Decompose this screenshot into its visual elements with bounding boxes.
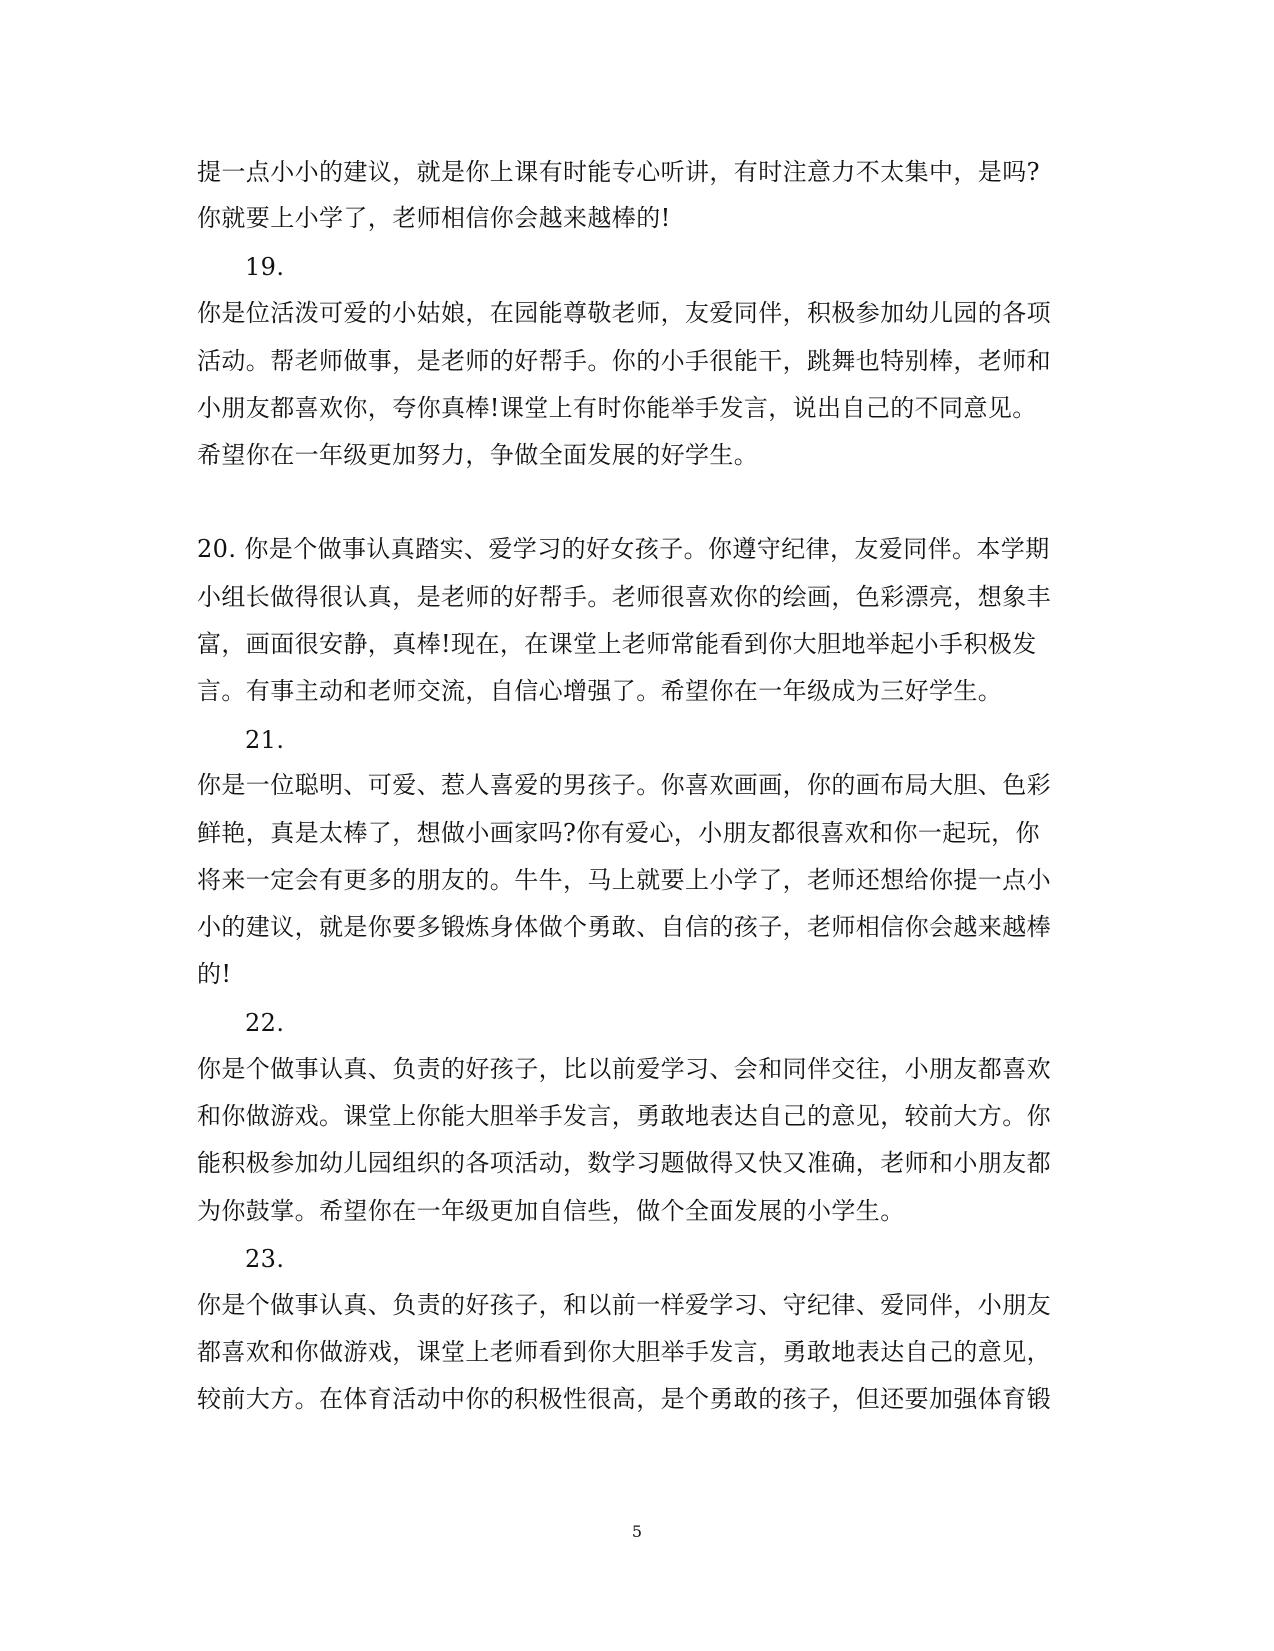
text-line: 小组长做得很认真，是老师的好帮手。老师很喜欢你的绘画，色彩漂亮，想象丰 [197,583,1051,611]
item-number: 23. [245,1245,285,1273]
text-line: 小的建议，就是你要多锻炼身体做个勇敢、自信的孩子，老师相信你会越来越棒 [197,913,1051,941]
text-line: 你就要上小学了，老师相信你会越来越棒的! [197,204,671,232]
text-line: 活动。帮老师做事，是老师的好帮手。你的小手很能干，跳舞也特别棒，老师和 [197,347,1051,375]
text-line: 较前大方。在体育活动中你的积极性很高，是个勇敢的孩子，但还要加强体育锻 [197,1385,1051,1413]
text-line: 都喜欢和你做游戏，课堂上老师看到你大胆举手发言，勇敢地表达自己的意见， [197,1338,1051,1366]
text-line: 能积极参加幼儿园组织的各项活动，数学习题做得又快又准确，老师和小朋友都 [197,1149,1051,1177]
text-line: 希望你在一年级更加努力，争做全面发展的好学生。 [197,441,759,469]
item-number: 21. [245,726,285,754]
text-line: 的! [197,960,232,988]
text-line: 你是位活泼可爱的小姑娘，在园能尊敬老师，友爱同伴，积极参加幼儿园的各项 [197,299,1051,327]
text-line: 鲜艳，真是太棒了，想做小画家吗?你有爱心，小朋友都很喜欢和你一起玩，你 [197,819,1040,847]
text-line: 20. 你是个做事认真踏实、爱学习的好女孩子。你遵守纪律，友爱同伴。本学期 [197,535,1050,563]
item-number: 19. [245,253,285,281]
text-line: 你是个做事认真、负责的好孩子，比以前爱学习、会和同伴交往，小朋友都喜欢 [197,1055,1051,1083]
text-line: 为你鼓掌。希望你在一年级更加自信些，做个全面发展的小学生。 [197,1197,905,1225]
text-line: 你是一位聪明、可爱、惹人喜爱的男孩子。你喜欢画画，你的画布局大胆、色彩 [197,771,1051,799]
text-line: 和你做游戏。课堂上你能大胆举手发言，勇敢地表达自己的意见，较前大方。你 [197,1102,1051,1130]
page-number: 5 [631,1522,643,1541]
text-line: 提一点小小的建议，就是你上课有时能专心听讲，有时注意力不太集中，是吗? [197,158,1040,186]
text-line: 富，画面很安静，真棒!现在，在课堂上老师常能看到你大胆地举起小手积极发 [197,630,1037,658]
text-line: 你是个做事认真、负责的好孩子，和以前一样爱学习、守纪律、爱同伴，小朋友 [197,1291,1051,1319]
item-number: 22. [245,1009,285,1037]
text-line: 言。有事主动和老师交流，自信心增强了。希望你在一年级成为三好学生。 [197,677,1003,705]
text-line: 小朋友都喜欢你，夸你真棒!课堂上有时你能举手发言，说出自己的不同意见。 [197,394,1037,422]
text-line: 将来一定会有更多的朋友的。牛牛，马上就要上小学了，老师还想给你提一点小 [197,866,1051,894]
